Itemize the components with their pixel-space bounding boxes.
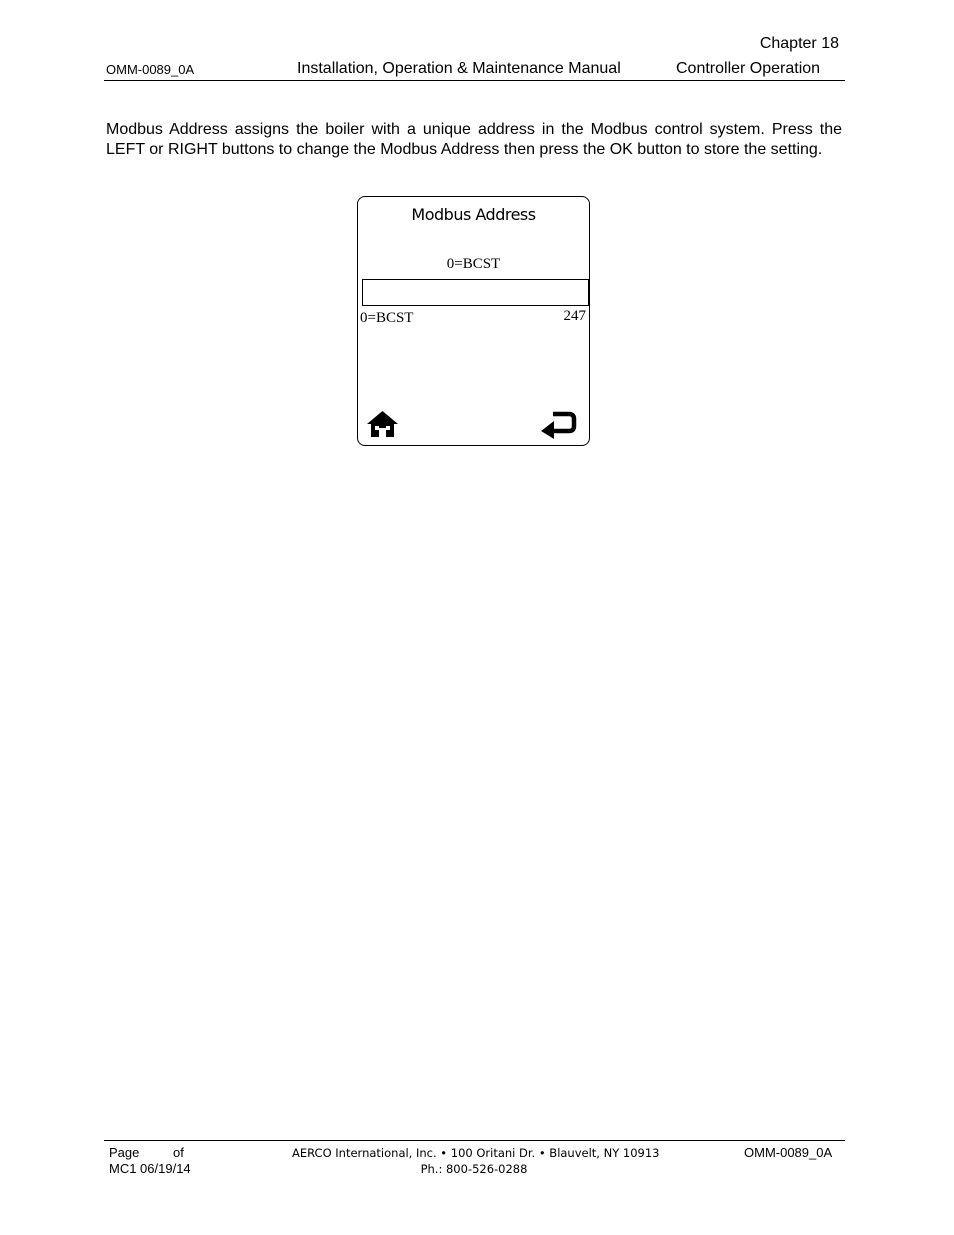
footer-doc-number: OMM-0089_0A xyxy=(744,1145,833,1160)
range-min-label: 0=BCST xyxy=(360,310,414,326)
footer-rule xyxy=(104,1140,845,1141)
header-section: Controller Operation xyxy=(676,60,821,77)
value-slider-bar[interactable] xyxy=(362,279,589,306)
body-paragraph: Modbus Address assigns the boiler with a unique address in the Modbus control system. Press the LEFT or RIGHT buttons to change the Modbus Address then press the OK button to store the setting. xyxy=(106,121,842,158)
footer-address: AERCO International, Inc. • 100 Oritani Dr. • Blauvelt, NY 10913 xyxy=(292,1146,660,1160)
header-doc-number: OMM-0089_0A xyxy=(106,62,195,77)
controller-screen xyxy=(357,196,590,446)
header-rule xyxy=(104,80,845,81)
footer-page-label: Page xyxy=(109,1145,140,1160)
footer-revision: MC1 06/19/14 xyxy=(109,1161,191,1176)
screen-current-value: 0=BCST xyxy=(446,256,501,272)
footer-phone: Ph.: 800-526-0288 xyxy=(420,1162,528,1176)
home-icon[interactable] xyxy=(366,409,399,439)
back-arrow-icon[interactable] xyxy=(539,409,577,439)
chapter-label: Chapter 18 xyxy=(759,35,839,52)
range-max-label: 247 xyxy=(563,308,586,324)
header-manual-title: Installation, Operation & Maintenance Manual xyxy=(297,60,621,77)
footer-of-label: of xyxy=(173,1145,184,1160)
screen-title: Modbus Address xyxy=(411,205,536,224)
